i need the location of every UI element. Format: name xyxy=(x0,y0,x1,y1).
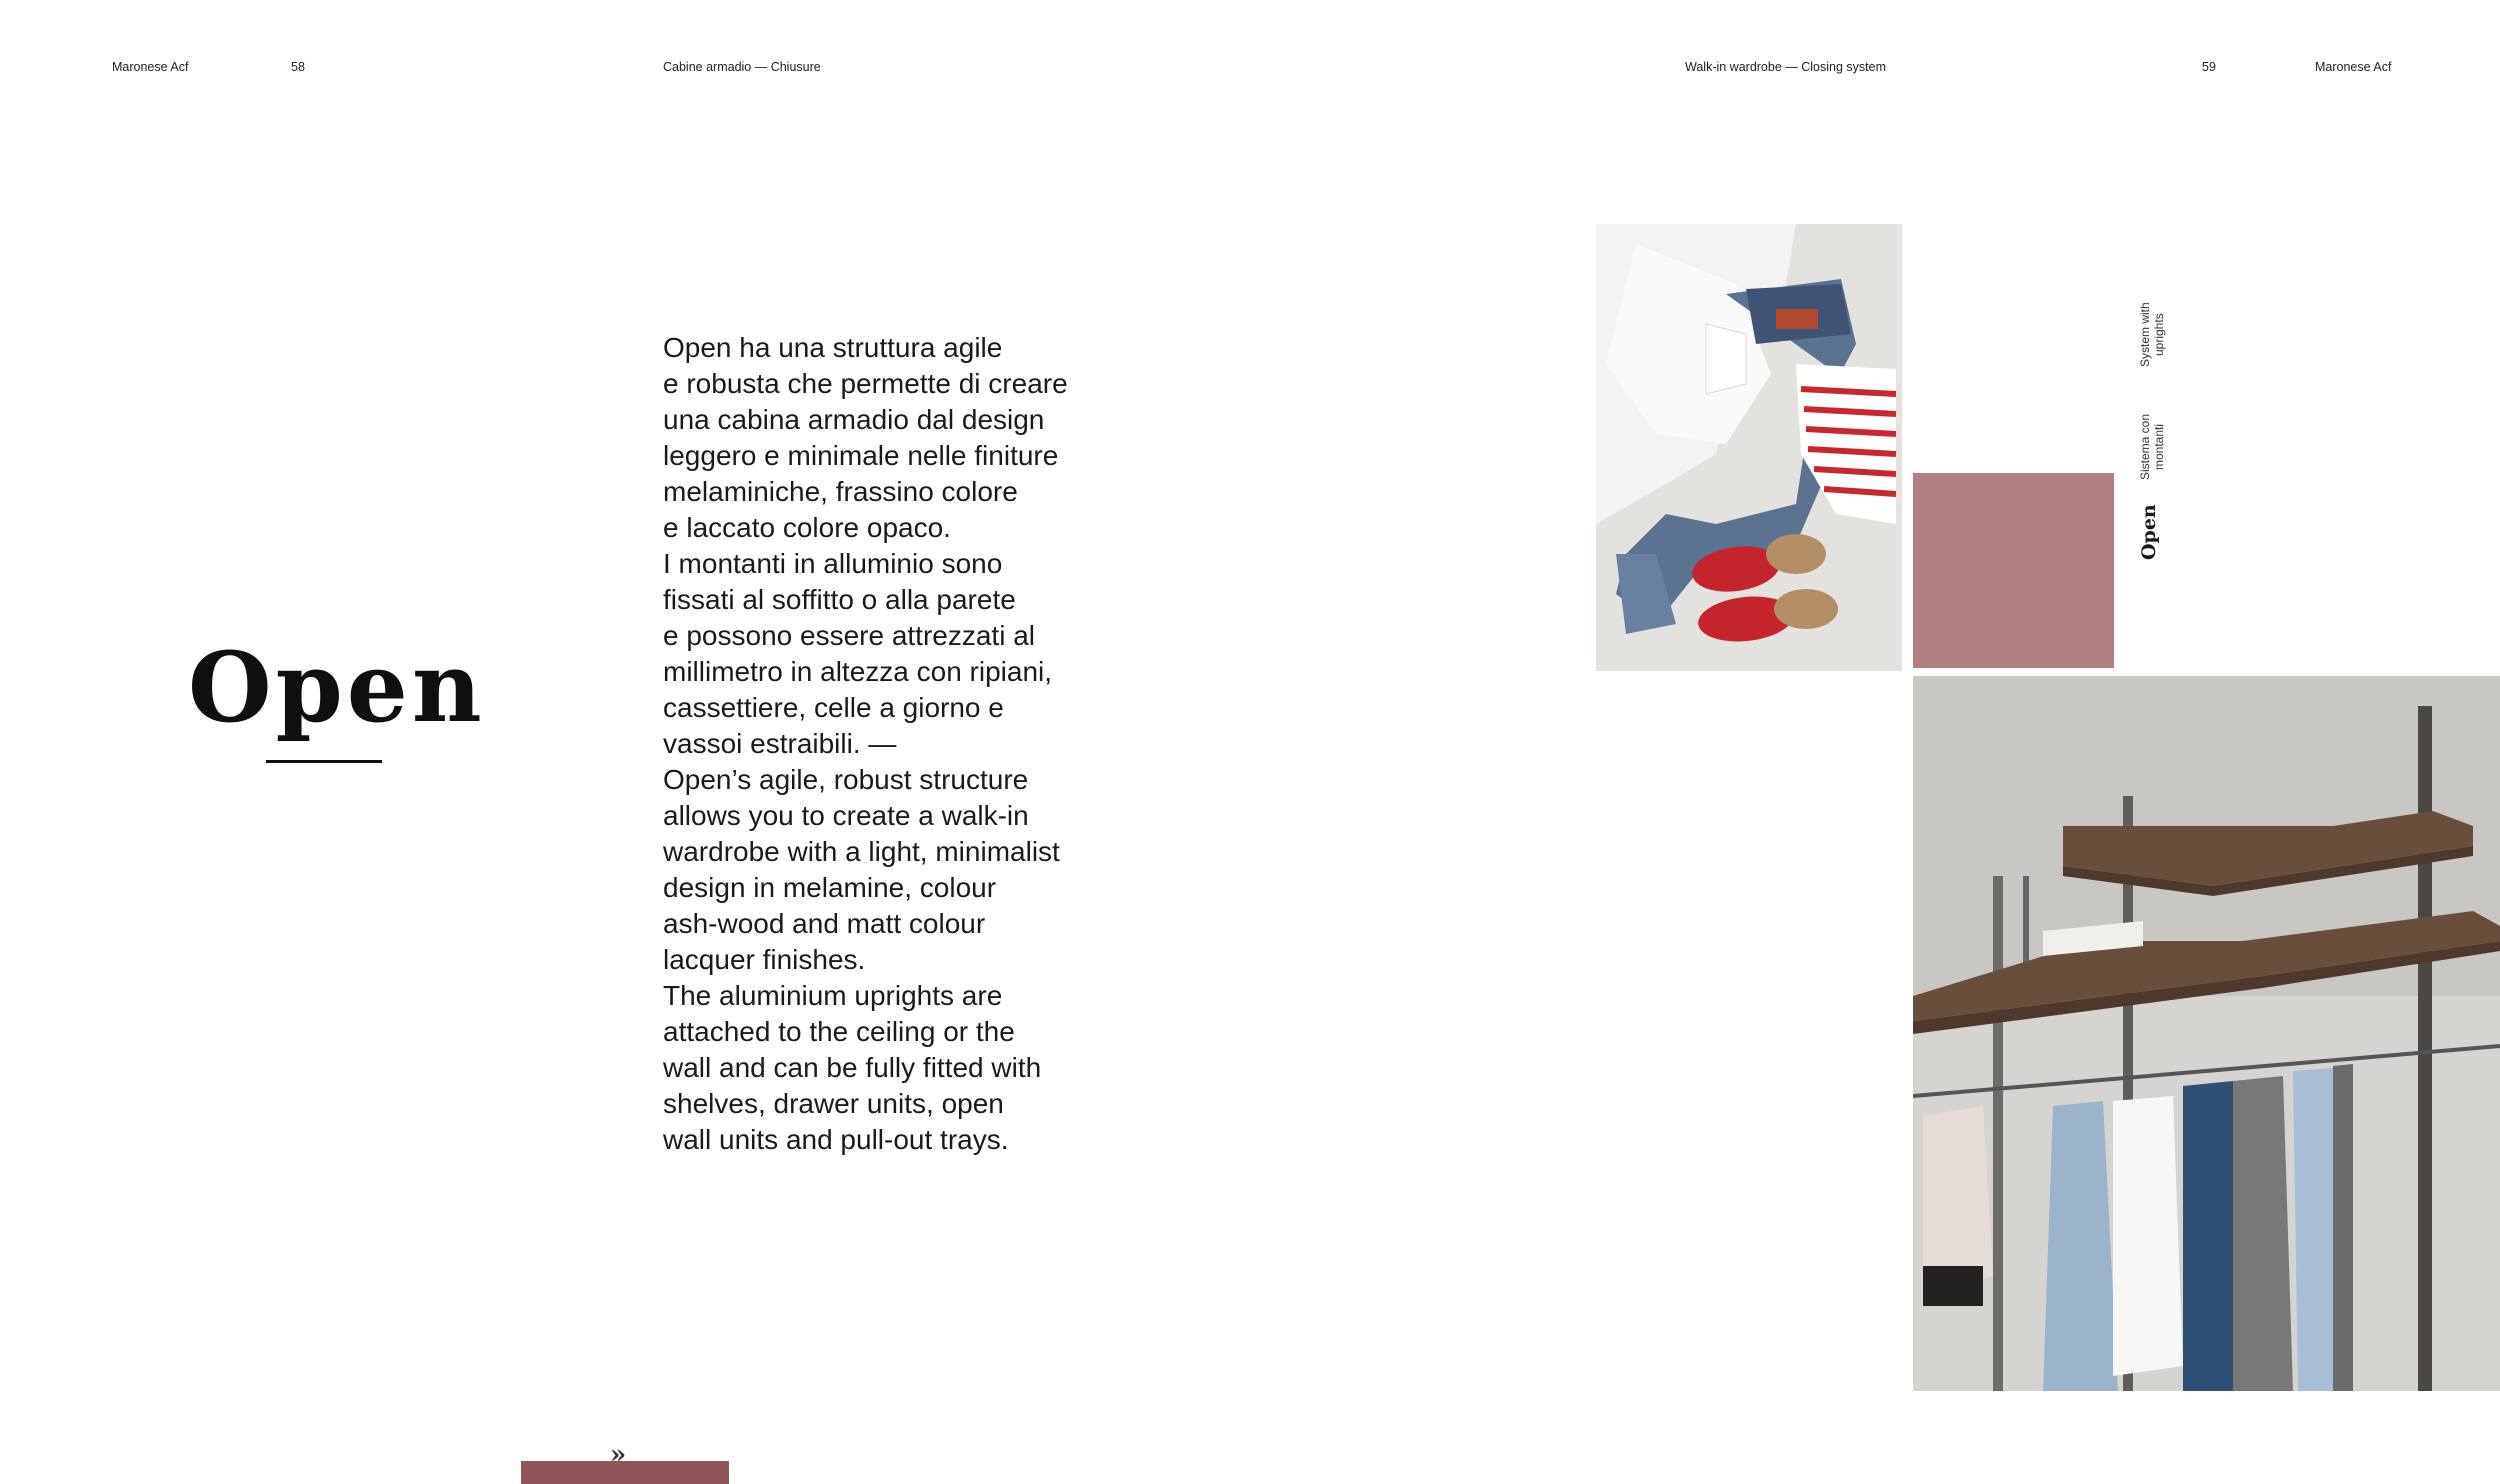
page-number-left: 58 xyxy=(291,60,305,74)
body-text-italian: Open ha una struttura agile e robusta che permette di creare una cabina armadio dal design leggero e minimale nelle finiture melaminiche, frassino colore e laccato colore opaco. I montanti in alluminio sono fissati al soffitto o alla parete e possono essere attrezzati al millimetro in altezza con ripiani, cassettiere, celle a giorno e vassoi estraibili. — xyxy=(663,332,1068,759)
side-label-subtitle-en: System with uprights xyxy=(2138,302,2166,368)
header-brand-left: Maronese Acf xyxy=(112,60,189,74)
color-swatch xyxy=(1913,473,2114,668)
side-label-title: Open xyxy=(2138,504,2160,560)
header-section-right: Walk-in wardrobe — Closing system xyxy=(1685,60,1886,74)
header-brand-right: Maronese Acf xyxy=(2315,60,2392,74)
next-page-arrow-icon[interactable]: » xyxy=(610,1440,627,1470)
title-underline xyxy=(266,760,382,763)
side-label xyxy=(2138,280,2228,560)
side-label-subtitle-it: Sistema con montanti xyxy=(2138,414,2166,481)
body-text xyxy=(663,330,1183,1158)
body-text-english: Open’s agile, robust structure allows you to create a walk-in wardrobe with a light, minimalist design in melamine, colour ash-wood and matt colour lacquer finishes. The aluminium uprights are attached to the ceiling or the wall and can be fully fitted with shelves, drawer units, open wall units and pull-out trays. xyxy=(663,764,1060,1155)
page-number-right: 59 xyxy=(2202,60,2216,74)
clothes-flatlay-photo xyxy=(1596,224,1902,671)
header-section-left: Cabine armadio — Chiusure xyxy=(663,60,821,74)
wardrobe-photo xyxy=(1913,676,2500,1391)
side-label-subtitle xyxy=(2138,280,2166,504)
page-title: Open xyxy=(188,631,486,744)
